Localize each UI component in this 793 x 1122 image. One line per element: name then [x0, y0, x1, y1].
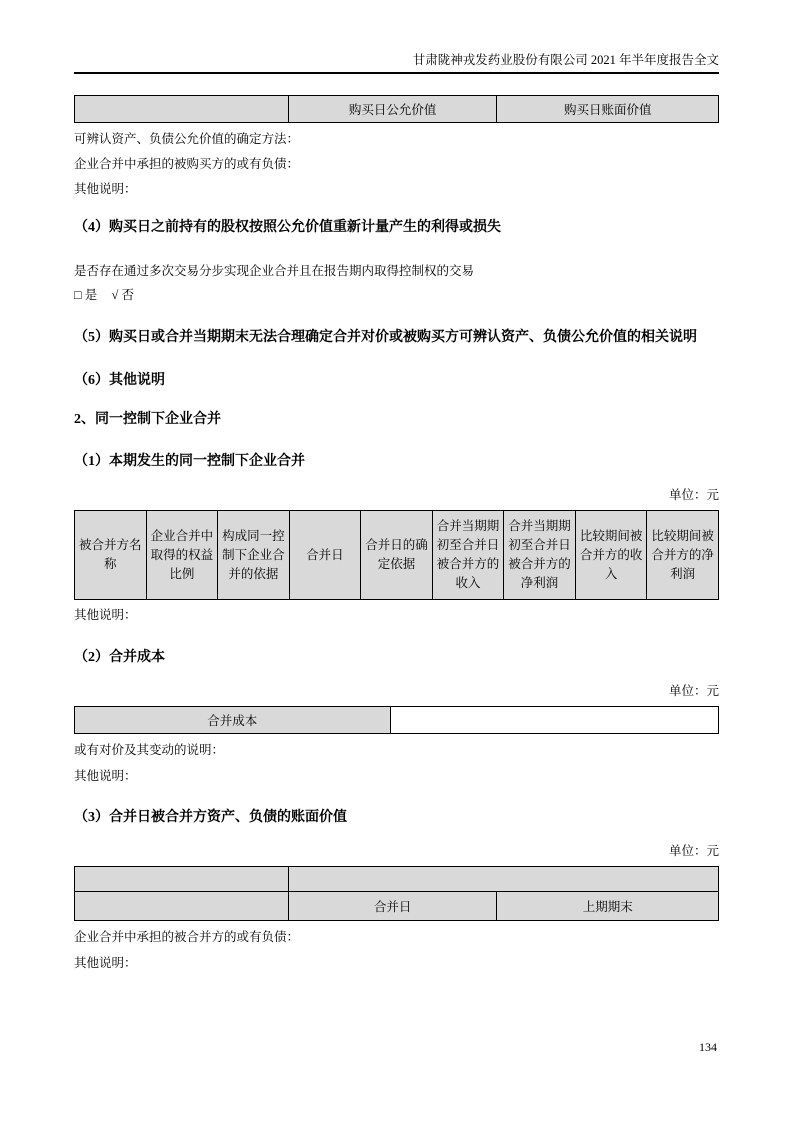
prior-period-end-header-cell: 上期期末	[497, 892, 719, 921]
unit-label: 单位：元	[668, 488, 719, 502]
fair-value-header-cell: 购买日公允价值	[288, 96, 497, 123]
contingent-liabilities-merged-line: 企业合并中承担的被合并方的或有负债：	[74, 930, 300, 944]
other-note-line: 其他说明：	[74, 182, 137, 196]
section-heading-4: （4）购买日之前持有的股权按照公允价值重新计量产生的利得或损失	[74, 220, 501, 235]
contingent-liabilities-acquiree-line: 企业合并中承担的被购买方的或有负债：	[74, 157, 300, 171]
purchase-day-value-table	[74, 95, 719, 123]
merge-cost-value-cell	[390, 707, 718, 734]
unit-label: 单位：元	[668, 684, 719, 698]
section-heading-5: （5）购买日或合并当期期末无法合理确定合并对价或被购买方可辨认资产、负债公允价值的相关说明	[74, 330, 697, 345]
section-heading-2-main: 2、同一控制下企业合并	[74, 412, 221, 427]
checkbox-unchecked-icon: □	[74, 288, 82, 302]
running-header	[74, 0, 719, 74]
table-row	[75, 867, 719, 892]
header-cell-income-to-merger-date: 合并当期期初至合并日被合并方的收入	[432, 511, 504, 600]
other-note-line: 其他说明：	[74, 769, 137, 783]
empty-header-cell	[75, 892, 289, 921]
fair-value-method-line: 可辨认资产、负债公允价值的确定方法：	[74, 132, 300, 146]
book-value-header-cell: 购买日账面价值	[497, 96, 719, 123]
unit-label: 单位：元	[668, 844, 719, 858]
header-cell-merger-date: 合并日	[289, 511, 361, 600]
header-cell-comparison-income: 比较期间被合并方的收入	[575, 511, 647, 600]
table-header-row	[75, 511, 719, 600]
header-cell-equity-ratio: 企业合并中取得的权益比例	[146, 511, 218, 600]
no-label: 否	[121, 288, 134, 302]
table-row	[75, 707, 719, 734]
header-cell-merged-party-name: 被合并方名称	[75, 511, 147, 600]
page-number: 134	[699, 1040, 717, 1054]
merge-cost-table	[74, 706, 719, 734]
section-heading-2-3: （3）合并日被合并方资产、负债的账面价值	[74, 810, 347, 825]
header-cell-date-basis: 合并日的确定依据	[361, 511, 433, 600]
multi-step-question-line: 是否存在通过多次交易分步实现企业合并且在报告期内取得控制权的交易	[74, 264, 475, 278]
consideration-note-line: 或有对价及其变动的说明：	[74, 743, 225, 757]
section-heading-2-2: （2）合并成本	[74, 650, 165, 665]
section-heading-6: （6）其他说明	[74, 373, 165, 388]
merger-date-header-cell: 合并日	[288, 892, 497, 921]
header-cell-net-profit-to-merger-date: 合并当期期初至合并日被合并方的净利润	[504, 511, 576, 600]
empty-spanning-cell	[288, 867, 718, 892]
table-row	[75, 96, 719, 123]
same-control-merger-table	[74, 510, 719, 600]
yes-label: 是	[84, 288, 98, 302]
empty-header-cell	[75, 96, 289, 123]
report-title: 甘肃陇神戎发药业股份有限公司 2021 年半年度报告全文	[412, 53, 719, 67]
header-cell-same-control-basis: 构成同一控制下企业合并的依据	[218, 511, 290, 600]
header-cell-comparison-net-profit: 比较期间被合并方的净利润	[647, 511, 719, 600]
empty-header-cell	[75, 867, 289, 892]
other-note-line: 其他说明：	[74, 608, 137, 622]
other-note-line: 其他说明：	[74, 956, 137, 970]
book-value-table	[74, 866, 719, 921]
section-heading-2-1: （1）本期发生的同一控制下企业合并	[74, 454, 305, 469]
table-row	[75, 892, 719, 921]
merge-cost-label-cell: 合并成本	[75, 707, 391, 734]
yes-no-choice-line	[74, 288, 719, 303]
checkmark-icon: √	[111, 288, 119, 302]
